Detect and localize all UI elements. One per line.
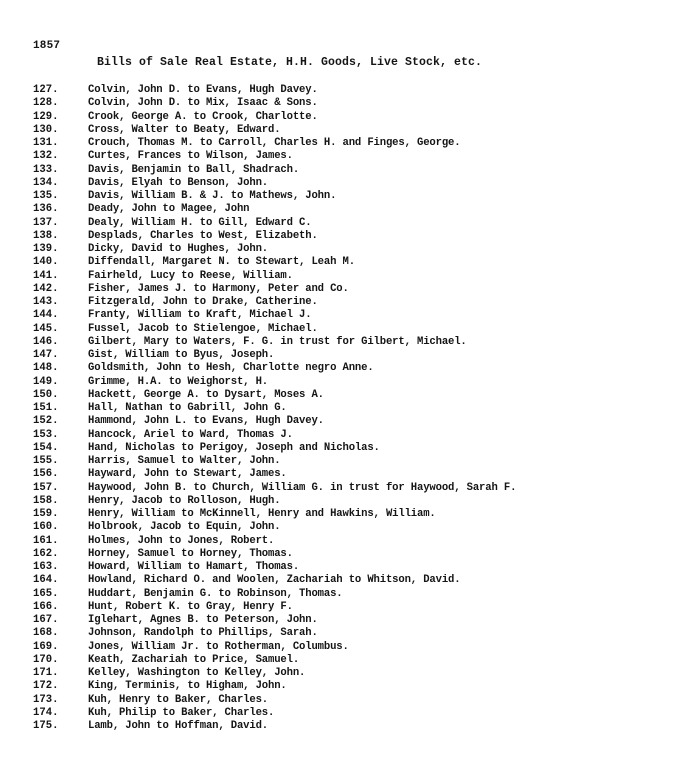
entry-text: King, Terminis, to Higham, John. — [88, 680, 287, 693]
entry-text: Franty, William to Kraft, Michael J. — [88, 309, 312, 322]
entry-text: Iglehart, Agnes B. to Peterson, John. — [88, 614, 318, 626]
entry-number: 171. — [33, 667, 59, 679]
entry-text: Hackett, George A. to Dysart, Moses A. — [88, 388, 324, 401]
entry-row — [33, 667, 693, 680]
entry-text: Henry, Jacob to Rolloson, Hugh. — [88, 494, 281, 507]
entry-text: Johnson, Randolph to Phillips, Sarah. — [88, 627, 318, 640]
entry-number: 140. — [33, 256, 59, 269]
entry-number: 143. — [33, 296, 59, 308]
entry-text: Colvin, John D. to Evans, Hugh Davey. — [88, 84, 318, 96]
entry-row — [33, 164, 693, 177]
entry-text: Desplads, Charles to West, Elizabeth. — [88, 229, 318, 242]
entry-text: Cross, Walter to Beaty, Edward. — [88, 123, 281, 136]
entry-row — [33, 124, 693, 137]
entry-row — [33, 190, 693, 203]
entry-number: 127. — [33, 84, 59, 96]
entry-number: 166. — [33, 600, 59, 613]
entry-text: Gilbert, Mary to Waters, F. G. in trust for Gilbert, Michael. — [88, 335, 467, 348]
entry-row — [33, 588, 693, 601]
entry-number: 160. — [33, 521, 59, 534]
entry-number: 139. — [33, 243, 59, 255]
entry-list — [33, 84, 693, 733]
entry-text: Holmes, John to Jones, Robert. — [88, 534, 275, 547]
entry-row — [33, 707, 693, 720]
entry-text: Kuh, Philip to Baker, Charles. — [88, 706, 275, 719]
entry-number: 153. — [33, 428, 59, 441]
entry-row — [33, 376, 693, 389]
entry-number: 175. — [33, 720, 59, 732]
entry-number: 138. — [33, 229, 59, 242]
entry-text: Keath, Zachariah to Price, Samuel. — [88, 653, 300, 666]
entry-number: 149. — [33, 375, 59, 388]
entry-text: Curtes, Frances to Wilson, James. — [88, 150, 293, 163]
entry-row — [33, 574, 693, 587]
entry-row — [33, 256, 693, 269]
entry-row — [33, 627, 693, 640]
entry-number: 158. — [33, 494, 59, 507]
entry-row — [33, 601, 693, 614]
entry-text: Fitzgerald, John to Drake, Catherine. — [88, 296, 318, 308]
entry-text: Crouch, Thomas M. to Carroll, Charles H. and Finges, George. — [88, 137, 461, 149]
entry-row — [33, 548, 693, 561]
entry-row — [33, 482, 693, 495]
entry-number: 161. — [33, 534, 59, 547]
entry-row — [33, 429, 693, 442]
entry-row — [33, 84, 693, 97]
entry-text: Huddart, Benjamin G. to Robinson, Thomas. — [88, 587, 343, 600]
entry-text: Davis, William B. & J. to Mathews, John. — [88, 190, 337, 202]
entry-number: 165. — [33, 587, 59, 600]
entry-number: 164. — [33, 574, 59, 587]
entry-number: 135. — [33, 190, 59, 202]
entry-row — [33, 508, 693, 521]
entry-row — [33, 97, 693, 110]
entry-number: 172. — [33, 680, 59, 693]
entry-text: Deady, John to Magee, John — [88, 203, 250, 216]
entry-row — [33, 389, 693, 402]
entry-text: Davis, Benjamin to Ball, Shadrach. — [88, 163, 300, 176]
entry-row — [33, 535, 693, 548]
entry-text: Hayward, John to Stewart, James. — [88, 468, 287, 481]
entry-text: Gist, William to Byus, Joseph. — [88, 349, 275, 361]
entry-number: 173. — [33, 693, 59, 706]
entry-text: Dicky, David to Hughes, John. — [88, 243, 269, 255]
entry-number: 157. — [33, 481, 59, 494]
entry-text: Colvin, John D. to Mix, Isaac & Sons. — [88, 97, 318, 110]
entry-number: 134. — [33, 176, 59, 189]
entry-text: Horney, Samuel to Horney, Thomas. — [88, 547, 293, 560]
entry-number: 148. — [33, 362, 59, 375]
entry-row — [33, 177, 693, 190]
entry-number: 174. — [33, 706, 59, 719]
entry-text: Howland, Richard O. and Woolen, Zachariah to Whitson, David. — [88, 574, 461, 587]
entry-number: 152. — [33, 415, 59, 428]
entry-row — [33, 283, 693, 296]
entry-text: Kelley, Washington to Kelley, John. — [88, 667, 306, 679]
entry-text: Howard, William to Hamart, Thomas. — [88, 561, 300, 573]
entry-row — [33, 694, 693, 707]
entry-row — [33, 349, 693, 362]
entry-text: Crook, George A. to Crook, Charlotte. — [88, 110, 318, 123]
entry-text: Haywood, John B. to Church, William G. in trust for Haywood, Sarah F. — [88, 481, 517, 494]
entry-text: Grimme, H.A. to Weighorst, H. — [88, 375, 269, 388]
entry-number: 156. — [33, 468, 59, 481]
entry-number: 133. — [33, 163, 59, 176]
entry-number: 128. — [33, 97, 59, 110]
entry-text: Holbrook, Jacob to Equin, John. — [88, 521, 281, 534]
entry-row — [33, 203, 693, 216]
entry-row — [33, 495, 693, 508]
entry-text: Hunt, Robert K. to Gray, Henry F. — [88, 600, 293, 613]
entry-number: 132. — [33, 150, 59, 163]
entry-number: 137. — [33, 216, 59, 229]
document-year: 1857 — [33, 40, 61, 52]
entry-row — [33, 561, 693, 574]
entry-text: Kuh, Henry to Baker, Charles. — [88, 693, 269, 706]
entry-number: 150. — [33, 388, 59, 401]
entry-row — [33, 230, 693, 243]
entry-text: Harris, Samuel to Walter, John. — [88, 455, 281, 467]
entry-number: 154. — [33, 441, 59, 454]
entry-number: 167. — [33, 614, 59, 626]
entry-number: 155. — [33, 455, 59, 467]
entry-row — [33, 455, 693, 468]
entry-number: 144. — [33, 309, 59, 322]
entry-number: 129. — [33, 110, 59, 123]
entry-text: Davis, Elyah to Benson, John. — [88, 176, 269, 189]
entry-text: Goldsmith, John to Hesh, Charlotte negro Anne. — [88, 362, 374, 375]
entry-text: Fussel, Jacob to Stielengoe, Michael. — [88, 322, 318, 335]
entry-row — [33, 243, 693, 256]
entry-row — [33, 309, 693, 322]
entry-text: Hall, Nathan to Gabrill, John G. — [88, 402, 287, 414]
entry-text: Hand, Nicholas to Perigoy, Joseph and Nicholas. — [88, 441, 380, 454]
entry-number: 131. — [33, 137, 59, 149]
entry-text: Jones, William Jr. to Rotherman, Columbus. — [88, 640, 349, 653]
entry-row — [33, 150, 693, 163]
entry-text: Henry, William to McKinnell, Henry and Hawkins, William. — [88, 508, 436, 520]
entry-row — [33, 415, 693, 428]
entry-number: 136. — [33, 203, 59, 216]
entry-row — [33, 336, 693, 349]
entry-row — [33, 323, 693, 336]
entry-text: Fairheld, Lucy to Reese, William. — [88, 269, 293, 282]
entry-row — [33, 641, 693, 654]
entry-text: Hancock, Ariel to Ward, Thomas J. — [88, 428, 293, 441]
entry-number: 163. — [33, 561, 59, 573]
entry-row — [33, 270, 693, 283]
entry-text: Hammond, John L. to Evans, Hugh Davey. — [88, 415, 324, 428]
entry-row — [33, 442, 693, 455]
entry-row — [33, 680, 693, 693]
entry-row — [33, 468, 693, 481]
entry-row — [33, 654, 693, 667]
entry-number: 141. — [33, 269, 59, 282]
entry-number: 145. — [33, 322, 59, 335]
entry-row — [33, 137, 693, 150]
entry-number: 151. — [33, 402, 59, 414]
entry-row — [33, 720, 693, 733]
entry-number: 169. — [33, 640, 59, 653]
entry-number: 162. — [33, 547, 59, 560]
entry-number: 170. — [33, 653, 59, 666]
entry-row — [33, 402, 693, 415]
entry-text: Lamb, John to Hoffman, David. — [88, 720, 269, 732]
entry-row — [33, 521, 693, 534]
entry-row — [33, 614, 693, 627]
entry-row — [33, 217, 693, 230]
entry-number: 142. — [33, 282, 59, 295]
document-heading: Bills of Sale Real Estate, H.H. Goods, Live Stock, etc. — [97, 56, 483, 69]
entry-text: Dealy, William H. to Gill, Edward C. — [88, 216, 312, 229]
entry-number: 147. — [33, 349, 59, 361]
entry-number: 159. — [33, 508, 59, 520]
entry-row — [33, 296, 693, 309]
entry-row — [33, 362, 693, 375]
entry-text: Fisher, James J. to Harmony, Peter and Co. — [88, 282, 349, 295]
entry-number: 146. — [33, 335, 59, 348]
entry-number: 130. — [33, 123, 59, 136]
entry-text: Diffendall, Margaret N. to Stewart, Leah M. — [88, 256, 355, 269]
entry-number: 168. — [33, 627, 59, 640]
entry-row — [33, 111, 693, 124]
